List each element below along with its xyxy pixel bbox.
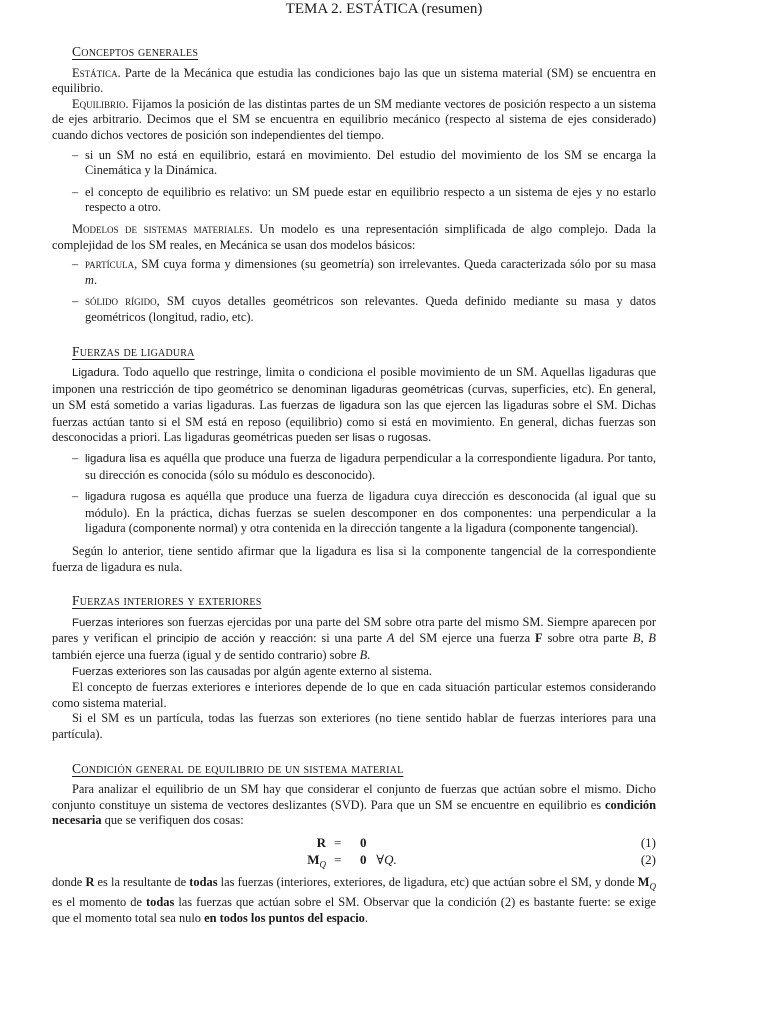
var-a: A [386,631,395,646]
list-modelos [72,257,656,325]
list-item-text: ) y otra contenida en la dirección tangente a la ligadura ( [233,521,514,536]
term-particula: partícula, [85,257,138,272]
term-lisas: lisas [352,432,376,445]
page-title: TEMA 2. ESTÁTICA (resumen) [285,1,483,17]
var-m: M [637,874,650,889]
text: (curvas, superficies, etc). En general, un SM está sometido a varias ligaduras. Las [52,381,657,413]
list-item [72,489,656,538]
text: son las causadas por algún agente externo al sistema. [166,663,432,678]
term-ligadura-rugosa: ligadura rugosa [85,491,166,504]
eq-op: = [334,834,342,850]
term-rugosas: rugosas [387,432,429,445]
list-item-text: si un SM no está en equilibrio, estará en movimiento. Del estudio del movimiento de los SM se encarga la Cinemática y la Dinámica. [85,147,656,178]
eq-rhs-symbol: 0 [360,851,367,867]
text-modelos: Un modelo es una representación simplificada de algo complejo. Dada la complejidad de los SM reales, en Mecánica se usan dos modelos básicos: [52,221,656,252]
text: . [367,648,371,662]
dash-marker: – [72,184,79,199]
term-modelos: Modelos de sistemas materiales. [72,221,253,236]
text: del SM ejerce una fuerza [394,631,536,646]
text: las fuerzas que actúan sobre el SM. Observar que la condición (2) es bastante fuerte: se exige que el momento total sea nulo [52,895,656,925]
term-estatica: Estática. [72,65,121,80]
term-equilibrio: Equilibrio. [72,96,129,111]
list-item [72,185,656,216]
text: es el momento de [52,895,147,909]
eq-rhs [360,852,397,868]
equation-2 [52,852,656,869]
var-b: B [632,631,641,646]
text: son fuerzas ejercidas por una parte del SM sobre otra parte del mismo SM. Siempre aparecen por pares y verifican el [52,614,656,646]
list-item-text: es aquélla que produce una fuerza de ligadura cuya dirección es desconocida (al igual que su módulo). En la práctica, dichas fuerzas se suelen descomponer en dos componentes: una perpendicular a la ligadura ( [85,489,656,536]
text-estatica: Parte de la Mecánica que estudia las condiciones bajo las que un sistema material (SM) se encuentra en equilibrio. [52,65,656,96]
list-item-text: el concepto de equilibrio es relativo: un SM puede estar en equilibrio respecto a un sistema de ejes y no estarlo respecto a otro. [85,184,656,215]
dash-marker: – [72,489,79,504]
text: sobre otra parte [542,631,633,646]
var-b: B [359,648,368,662]
eq-number: (2) [640,851,656,867]
dash-marker: – [72,257,79,272]
paragraph-estatica [52,66,656,97]
term-ligaduras-geometricas: ligaduras geométricas [351,383,464,396]
text: . Todo aquello que restringe, limita o condiciona el posible movimiento de un SM. Aquellas ligaduras que imponen una restricción de tipo geométrico se denominan [52,365,656,396]
paragraph-equilibrio [52,97,656,144]
term-condicion-necesaria: condición necesaria [52,797,656,828]
eq-lhs: R [316,834,326,850]
section-heading-condicion: Condición general de equilibrio de un sistema material [72,760,404,776]
term-fuerzas-de-ligadura: fuerzas de ligadura [281,400,381,413]
section-heading-fuerzas: Fuerzas interiores y exteriores [72,593,262,609]
text: las fuerzas (interiores, exteriores, de ligadura, etc) que actúan sobre el SM, y donde [217,874,638,889]
section-heading-conceptos: Conceptos generales [72,44,199,59]
term-fuerzas-exteriores: Fuerzas exteriores [72,665,167,678]
equation-block [52,835,656,869]
eq-lhs [307,852,326,873]
text: son las que ejercen las ligaduras sobre el SM. Dichas fuerzas actúan tanto si el SM está en reposo (equilibrio) como si está en movimiento. En general, dichas fuerzas son desconocidas a priori. Las ligaduras geométricas pueden ser [52,398,657,445]
equation-1 [52,835,656,852]
text: : si una parte [313,631,387,646]
var-f: F [535,631,543,646]
document-body [52,44,656,926]
list-item-text: SM cuyos detalles geométricos son relevantes. Queda definido mediante su masa y datos geométricos (longitud, radio, etc). [85,294,656,324]
paragraph-exteriores [52,664,656,681]
list-item-text: . [93,272,98,287]
text: , [640,631,649,646]
term-todos-los-puntos: en todos los puntos del espacio [204,910,365,925]
section-heading-ligadura: Fuerzas de ligadura [72,343,195,359]
eq-op: = [334,851,342,867]
text: también ejerce una fuerza (igual y de sentido contrario) sobre [52,648,360,662]
list-item [72,451,656,483]
text-equilibrio: Fijamos la posición de las distintas partes de un SM mediante vectores de posición respecto a un sistema de ejes arbitrario. Decimos que el SM se encuentra en equilibrio mecánico (respecto al sistema de ejes considerado) cuando dichos vectores de posición son independientes del tiempo. [52,96,656,142]
text: . [364,910,368,925]
text: donde [52,874,86,889]
term-solido-rigido: sólido rígido, [85,294,160,309]
var-m: m [85,272,94,287]
text: Para analizar el equilibrio de un SM hay que considerar el conjunto de fuerzas que actúan sobre el mismo. Dicho conjunto constituye un sistema de vectores deslizantes (SVD). Para que un SM se encuentre en equilibrio es [52,782,656,812]
list-ligaduras [72,451,656,538]
dash-marker: – [72,147,79,162]
list-item-text: es aquélla que produce una fuerza de ligadura perpendicular a la correspondiente ligadura. Por tanto, su dirección es conocida (sólo su módulo es desconocido). [85,451,656,482]
eq-number: (1) [640,834,656,850]
list-item [72,148,656,179]
text: . [428,430,432,445]
term-ligadura-lisa: ligadura lisa [85,453,147,466]
term-todas: todas [146,895,175,909]
list-item [72,257,656,288]
list-equilibrio [72,148,656,216]
eq-rhs: 0 [360,834,367,850]
term-ligadura: Ligadura [72,367,117,380]
paragraph-segun: Según lo anterior, tiene sentido afirmar que la ligadura es lisa si la componente tangencial de la correspondiente fuerza de ligadura es nula. [52,544,656,574]
paragraph-particula: Si el SM es un partícula, todas las fuerzas son exteriores (no tiene sentido hablar de fuerzas interiores para una partícula). [52,711,656,741]
term-principio-accion-reaccion: principio de acción y reacción [156,633,314,646]
paragraph-analizar [52,782,656,829]
paragraph-ligadura [52,365,656,447]
var-b: B [648,631,656,646]
dash-marker: – [72,451,79,466]
term-componente-tangencial: componente tangencial [513,523,632,536]
list-item-text: ). [631,521,639,536]
paragraph-modelos [52,222,656,253]
term-componente-normal: componente normal [132,523,234,536]
text: que se verifiquen dos cosas: [101,813,244,828]
text: es la resultante de [94,874,190,889]
paragraph-interiores [52,615,656,664]
list-item [72,294,656,325]
var-r: R [85,874,95,889]
eq-forall: ∀Q. [376,851,397,867]
text: o [375,430,388,445]
dash-marker: – [72,294,79,309]
term-fuerzas-interiores: Fuerzas interiores [72,616,164,629]
eq-subscript: Q [319,859,326,870]
var-q-subscript: Q [649,881,656,892]
paragraph-concepto: El concepto de fuerzas exteriores e interiores depende de lo que en cada situación particular estemos considerando como sistema material. [52,680,656,710]
paragraph-donde [52,875,656,926]
eq-lhs-symbol: M [307,851,320,867]
term-todas: todas [189,874,218,889]
list-item-text: SM cuya forma y dimensiones (su geometría) son irrelevantes. Queda caracterizada sólo por su masa [137,257,656,272]
